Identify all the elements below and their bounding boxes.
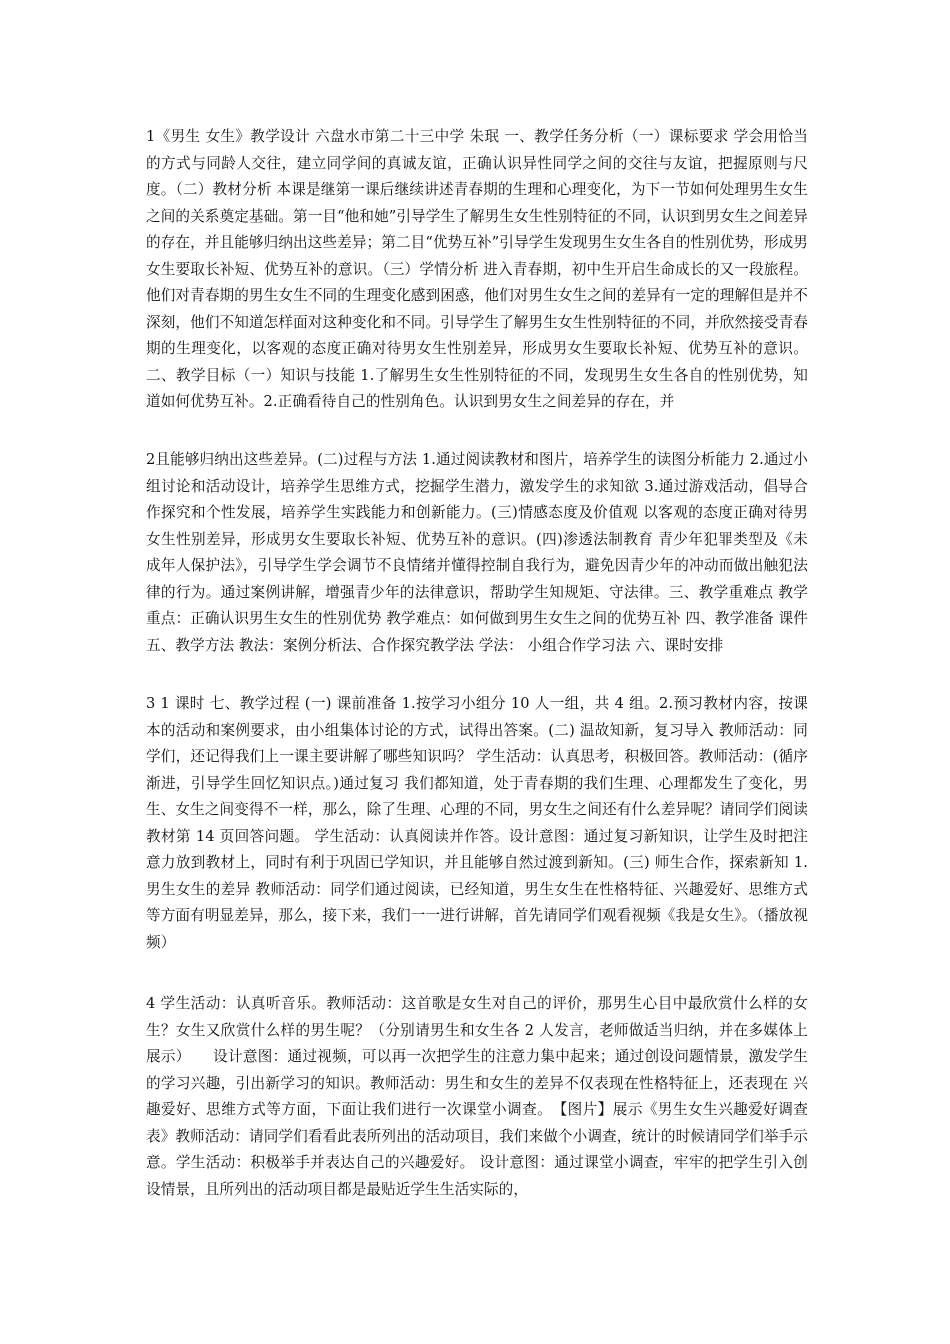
paragraph-4: 4 学生活动：认真听音乐。教师活动：这首歌是女生对自己的评价，那男生心目中最欣赏什么样的女生？女生又欣赏什么样的男生呢？（分别请男生和女生各 2 人发言，老师做适当归纳，并在多媒体上展示） 设计意图：通过视频，可以再一次把学生的注意力集中起来；通过创设问题情景，激发学生的学习兴趣，引出新学习的知识。教师活动：男生和女生的差异不仅表现在性格特征上，还表现在 兴趣爱好、思维方式等方面，下面让我们进行一次课堂小调查。 【图片】展示《男生女生兴趣爱好调查表》教师活动：请同学们看看此表所列出的活动项目，我们来做个小调查，统计的时候请同学们举手示意。学生活动：积极举手并表达自己的兴趣爱好。 设计意图：通过课堂小调查，牢牢的把学生引入创设情景，且所列出的活动项目都是最贴近学生生活实际的， [146,995,808,1198]
paragraph-2: 2且能够归纳出这些差异。(二)过程与方法 1.通过阅读教材和图片，培养学生的读图分析能力 2.通过小组讨论和活动设计，培养学生思维方式，挖掘学生潜力，激发学生的求知欲 3.通过游戏活动，倡导合作探究和个性发展，培养学生实践能力和创新能力。(三)情感态度及价值观 以客观的态度正确对待男女生性别差异，形成男女生要取长补短、优势互补的意识。(四)渗透法制教育 青少年犯罪类型及《未成年人保护法》，引导学生学会调节不良情绪并懂得控制自我行为，避免因青少年的冲动而做出触犯法律的行为。通过案例讲解，增强青少年的法律意识，帮助学生知规矩、守法律。三、教学重难点 教学重点：正确认识男生女生的性别优势 教学难点：如何做到男生女生之间的优势互补 四、教学准备 课件 五、教学方法 教法：案例分析法、合作探究教学法 学法： 小组合作学习法 六、课时安排 [146,451,808,654]
paragraph-3: 3 1 课时 七、教学过程 (一) 课前准备 1.按学习小组分 10 人一组，共 4 组。2.预习教材内容，按课本的活动和案例要求，由小组集体讨论的方式，试得出答案。(二) 温故知新，复习导入 教师活动：同学们，还记得我们上一课主要讲解了哪些知识吗？ 学生活动：认真思考，积极回答。教师活动：(循序渐进，引导学生回忆知识点。)通过复习 我们都知道，处于青春期的我们生理、心理都发生了变化，男生、女生之间变得不一样，那么，除了生理、心理的不同，男女生之间还有什么差异呢？请同学们阅读教材第 14 页回答问题。 学生活动：认真阅读并作答。设计意图：通过复习新知识，让学生及时把注意力放到教材上，同时有利于巩固已学知识，并且能够自然过渡到新知。(三) 师生合作，探索新知 1.男生女生的差异 教师活动：同学们通过阅读，已经知道，男生女生在性格特征、兴趣爱好、思维方式等方面有明显差异，那么，接下来，我们一一进行讲解，首先请同学们观看视频《我是女生》。（播放视频） [146,695,808,951]
paragraph-1: 1《男生 女生》教学设计 六盘水市第二十三中学 朱珉 一、教学任务分析（一）课标要求 学会用恰当的方式与同龄人交往，建立同学间的真诚友谊，正确认识异性同学之间的交往与友谊，把握原则与尺度。（二）教材分析 本课是继第一课后继续讲述青春期的生理和心理变化，为下一节如何处理男生女生之间的关系奠定基础。第一目“他和她”引导学生了解男生女生性别特征的不同，认识到男女生之间差异的存在，并且能够归纳出这些差异；第二目“优势互补”引导学生发现男生女生各自的性别优势，形成男女生要取长补短、优势互补的意识。（三）学情分析 进入青春期，初中生开启生命成长的又一段旅程。他们对青春期的男生女生不同的生理变化感到困惑，他们对男生女生之间的差异有一定的理解但是并不深刻，他们不知道怎样面对这种变化和不同。引导学生了解男生女生性别特征的不同，并欣然接受青春期的生理变化，以客观的态度正确对待男女生性别差异，形成男女生要取长补短、优势互补的意识。二、教学目标（一）知识与技能 1.了解男生女生性别特征的不同，发现男生女生各自的性别优势，知道如何优势互补。2.正确看待自己的性别角色。认识到男女生之间差异的存在，并 [146,128,808,410]
